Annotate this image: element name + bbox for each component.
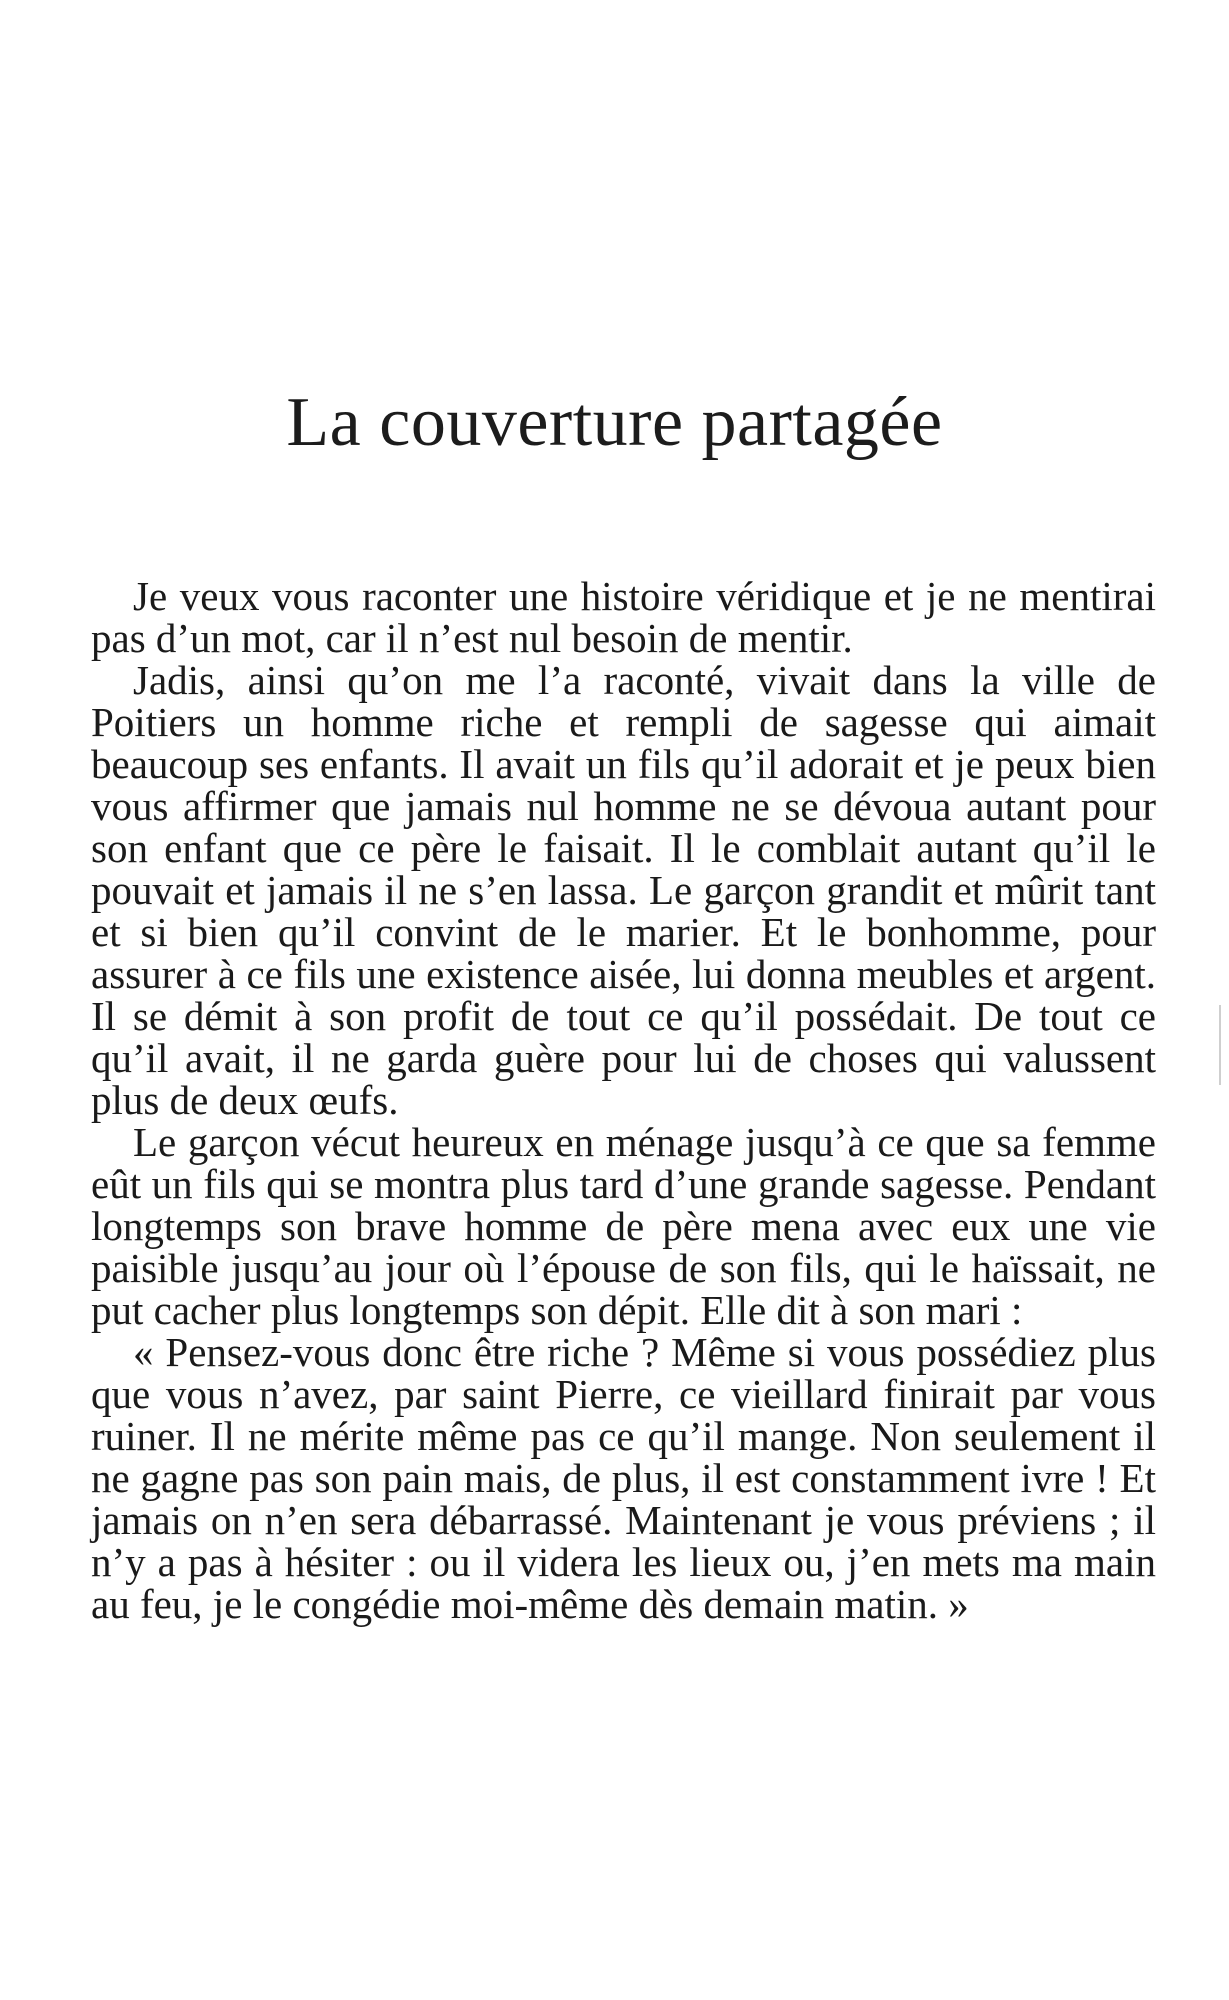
paragraph: Je veux vous raconter une histoire véridique et je ne mentirai pas d’un mot, car il n’est nul besoin de mentir. xyxy=(91,573,1156,661)
chapter-body xyxy=(91,575,1156,1625)
paragraph: Le garçon vécut heureux en ménage jusqu’à ce que sa femme eût un fils qui se montra plus tard d’une grande sagesse. Pendant longtemps son brave homme de père mena avec eux une vie paisible jusqu’au jour où l’épouse de son fils, qui le haïssait, ne put cacher plus longtemps son dépit. Elle dit à son mari : xyxy=(91,1119,1156,1333)
scan-edge-mark xyxy=(1219,1005,1221,1085)
chapter-title: La couverture partagée xyxy=(286,384,943,461)
paragraph: « Pensez-vous donc être riche ? Même si vous possédiez plus que vous n’avez, par saint Pierre, ce vieillard finirait par vous ruiner. Il ne mérite même pas ce qu’il mange. Non seulement il ne gagne pas son pain mais, de plus, il est constamment ivre ! Et jamais on n’en sera débarrassé. Maintenant je vous préviens ; il n’y a pas à hésiter : ou il videra les lieux ou, j’en mets ma main au feu, je le congédie moi-même dès demain matin. » xyxy=(91,1329,1156,1627)
paragraph: Jadis, ainsi qu’on me l’a raconté, vivait dans la ville de Poitiers un homme riche et rempli de sagesse qui aimait beaucoup ses enfants. Il avait un fils qu’il adorait et je peux bien vous affirmer que jamais nul homme ne se dévoua autant pour son enfant que ce père le faisait. Il le comblait autant qu’il le pouvait et jamais il ne s’en lassa. Le garçon grandit et mûrit tant et si bien qu’il convint de le marier. Et le bonhomme, pour assurer à ce fils une existence aisée, lui donna meubles et argent. Il se démit à son profit de tout ce qu’il possédait. De tout ce qu’il avait, il ne garda guère pour lui de choses qui valussent plus de deux œufs. xyxy=(91,657,1156,1123)
